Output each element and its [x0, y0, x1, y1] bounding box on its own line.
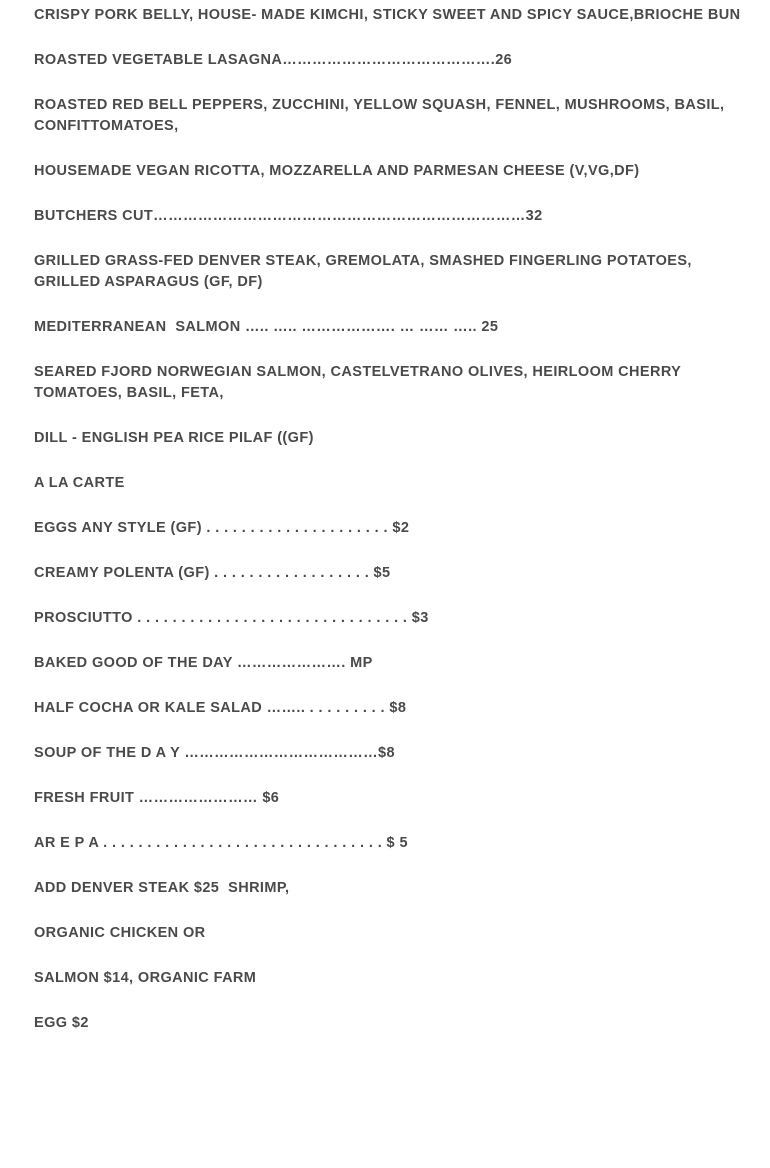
menu-line-add-salmon: SALMON $14, ORGANIC FARM	[34, 970, 257, 986]
menu-line-add-steak-shrimp: ADD DENVER STEAK $25 SHRIMP,	[34, 880, 290, 896]
menu-line-polenta: CREAMY POLENTA (GF) . . . . . . . . . . . . . . . . . . $5	[34, 565, 391, 581]
menu-line-lasagna-description: ROASTED RED BELL PEPPERS, ZUCCHINI, YELLOW SQUASH, FENNEL, MUSHROOMS, BASIL, CONFITTOMATOES,	[34, 97, 729, 134]
menu-line-lasagna-cheese: HOUSEMADE VEGAN RICOTTA, MOZZARELLA AND PARMESAN CHEESE (V,VG,DF)	[34, 163, 640, 179]
menu-line-fresh-fruit: FRESH FRUIT …………………… $6	[34, 790, 280, 806]
menu-line-baked-good: BAKED GOOD OF THE DAY …………………. MP	[34, 655, 373, 671]
menu-line-vegetable-lasagna: ROASTED VEGETABLE LASAGNA…………………………………….26	[34, 52, 513, 68]
menu-line-pork-belly-description: CRISPY PORK BELLY, HOUSE- MADE KIMCHI, STICKY SWEET AND SPICY SAUCE,BRIOCHE BUN	[34, 7, 741, 23]
menu-line-arepa: AR E P A . . . . . . . . . . . . . . . . . . . . . . . . . . . . . . . . $ 5	[34, 835, 408, 851]
menu-line-butchers-cut: BUTCHERS CUT…………………………………………………………………32	[34, 208, 543, 224]
menu-line-salad: HALF COCHA OR KALE SALAD …….. . . . . . . . . . $8	[34, 700, 407, 716]
menu-line-add-chicken: ORGANIC CHICKEN OR	[34, 925, 206, 941]
menu-line-prosciutto: PROSCIUTTO . . . . . . . . . . . . . . . . . . . . . . . . . . . . . . . $3	[34, 610, 429, 626]
menu-line-salmon-description: SEARED FJORD NORWEGIAN SALMON, CASTELVETRANO OLIVES, HEIRLOOM CHERRY TOMATOES, BASIL, FETA,	[34, 364, 686, 401]
menu-line-add-egg: EGG $2	[34, 1015, 89, 1031]
menu-line-butchers-cut-description: GRILLED GRASS-FED DENVER STEAK, GREMOLATA, SMASHED FINGERLING POTATOES, GRILLED ASPARAGUS (GF, DF)	[34, 253, 697, 290]
menu-line-salmon-pilaf: DILL - ENGLISH PEA RICE PILAF ((GF)	[34, 430, 314, 446]
menu-line-mediterranean-salmon: MEDITERRANEAN SALMON ….. ….. ………………. … …… ….. 25	[34, 319, 499, 335]
menu-text	[34, 5, 744, 1058]
menu-line-soup: SOUP OF THE D A Y …………………………………$8	[34, 745, 395, 761]
section-heading-a-la-carte: A LA CARTE	[34, 475, 125, 491]
menu-line-eggs: EGGS ANY STYLE (GF) . . . . . . . . . . . . . . . . . . . . . $2	[34, 520, 410, 536]
